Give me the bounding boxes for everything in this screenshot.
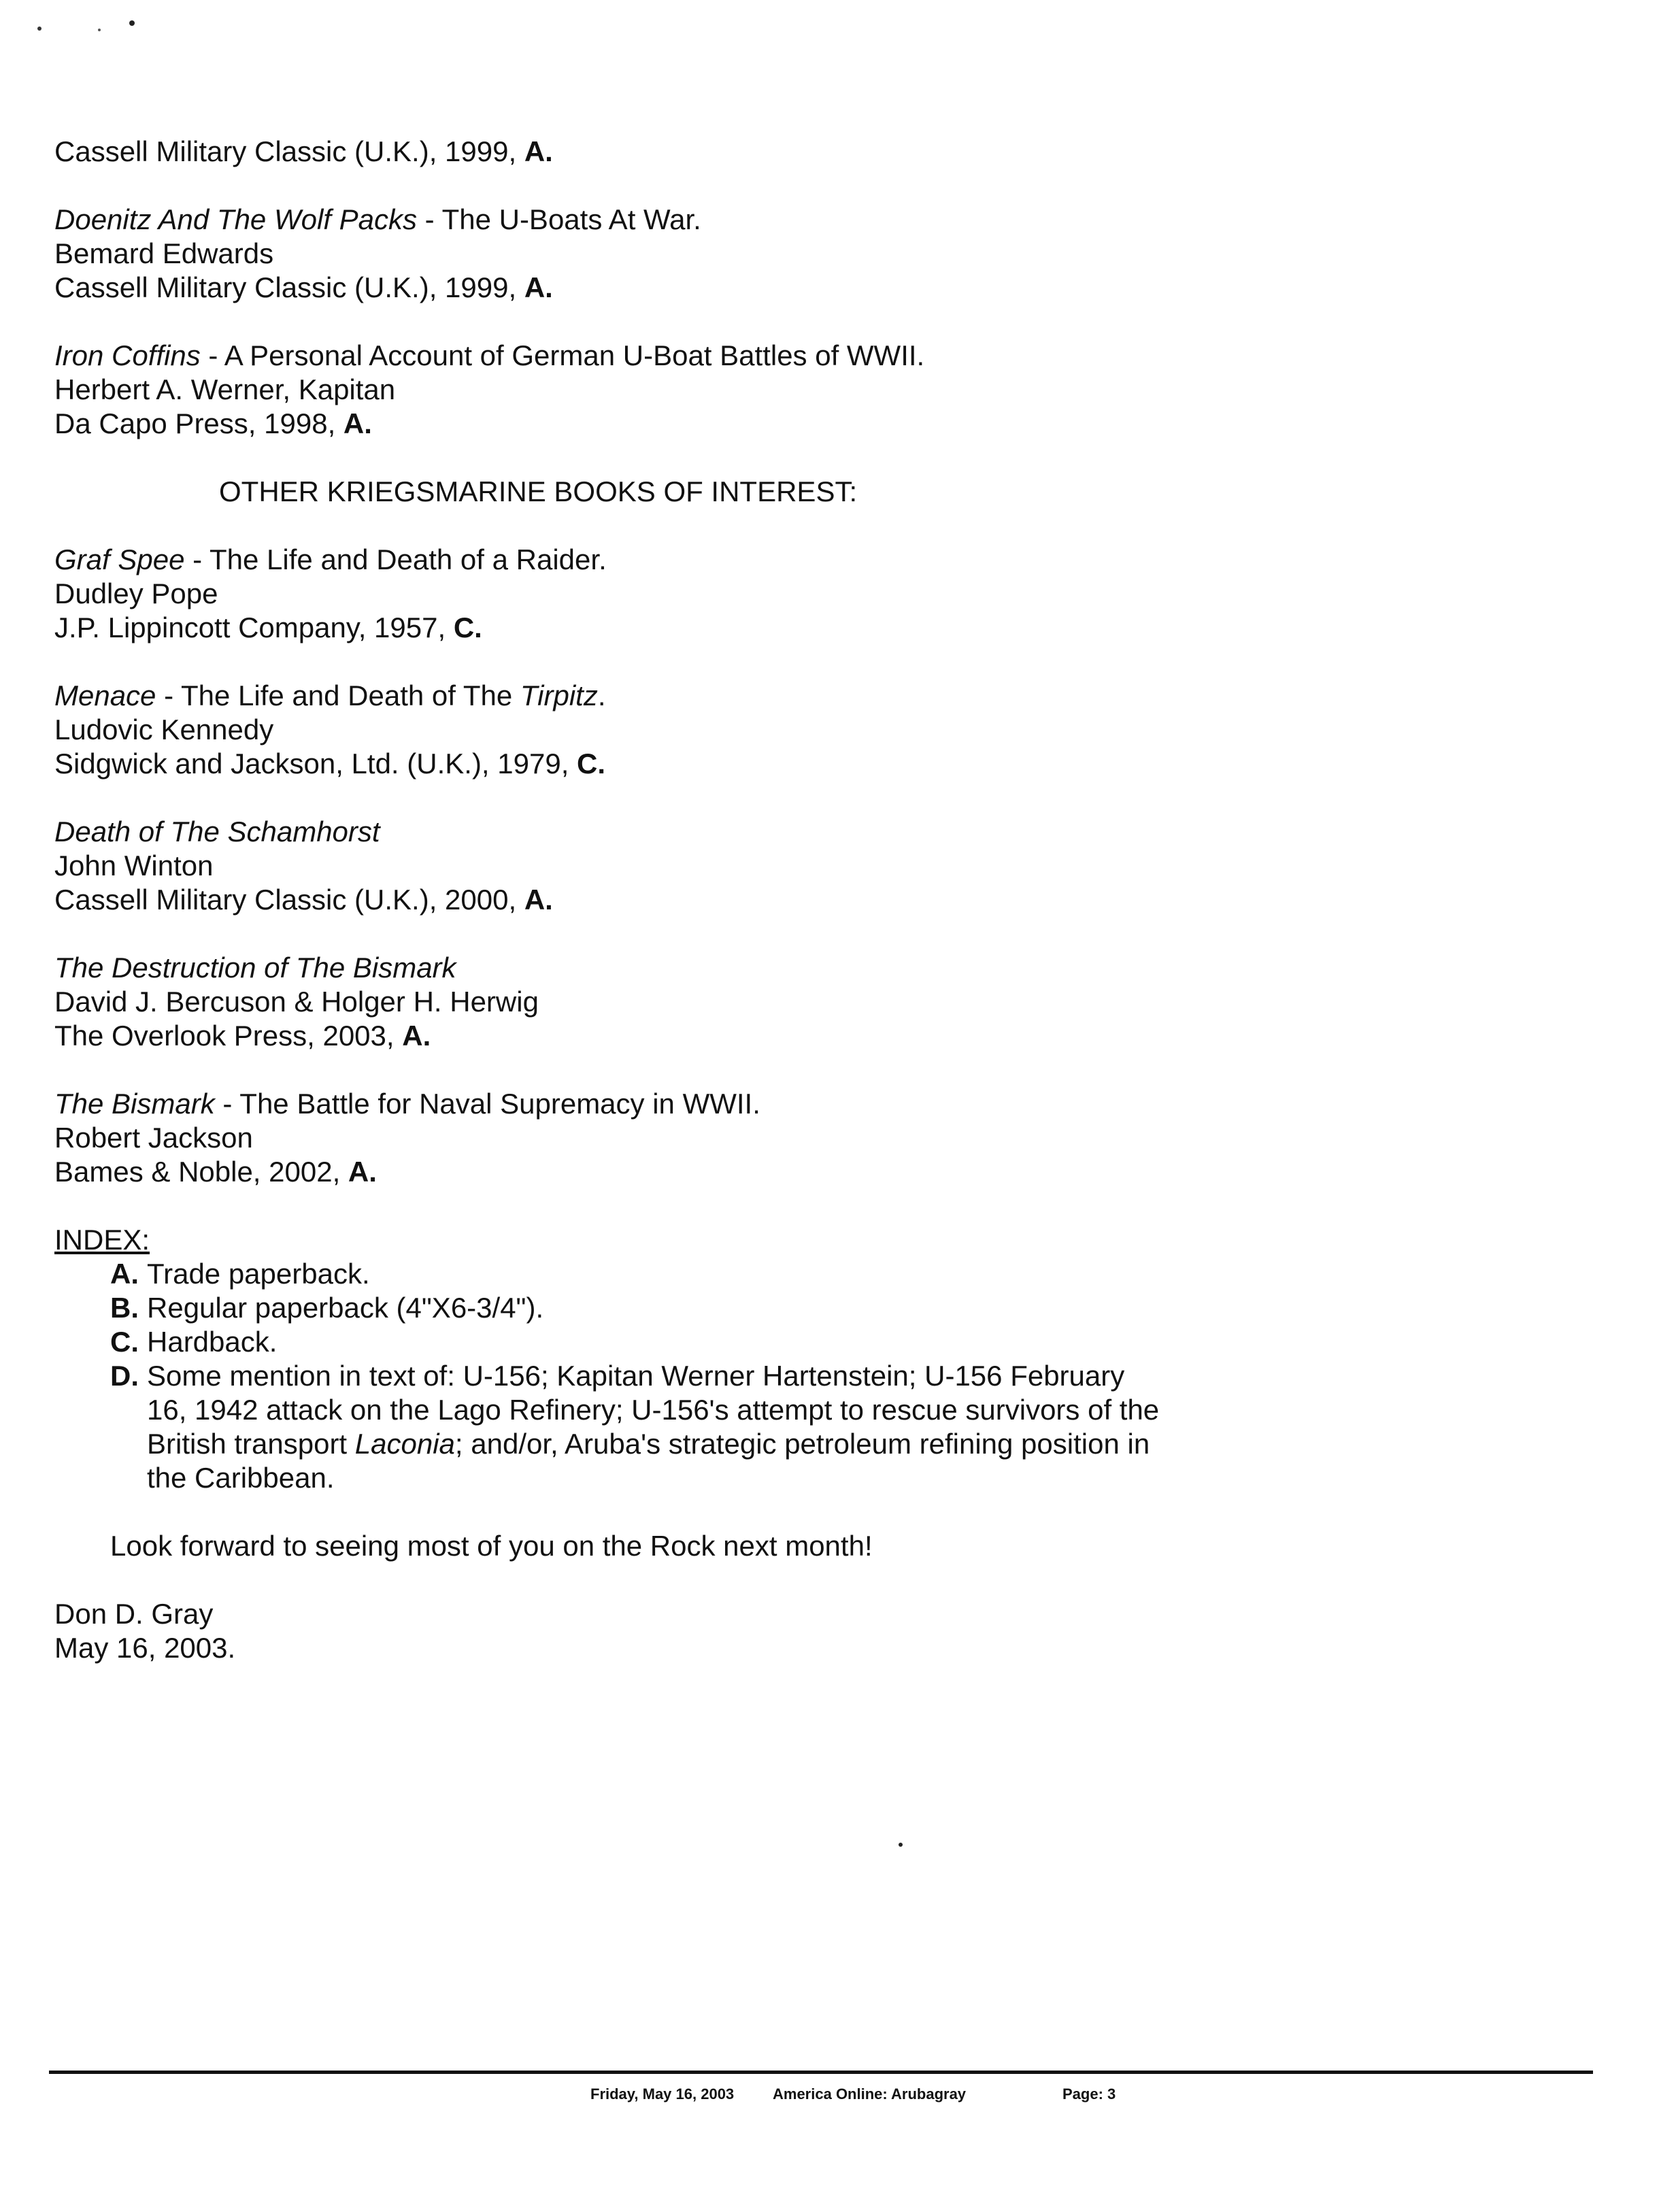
entry-author-line — [54, 577, 1551, 611]
book-title: Death of The Schamhorst — [54, 816, 380, 848]
book-title: The Bismark — [54, 1088, 215, 1120]
index-item — [110, 1257, 1171, 1291]
entry-publisher-line — [54, 1019, 1551, 1053]
format-code: A. — [343, 407, 372, 439]
text-run: Dudley Pope — [54, 577, 218, 609]
entry-title-line — [54, 135, 1551, 169]
entry-title-line — [54, 951, 1551, 985]
text-run: J.P. Lippincott Company, 1957, — [54, 611, 454, 643]
book-entry — [54, 135, 1551, 169]
text-run: ; and/or, Aruba's strategic petroleum refining position in the Caribbean. — [147, 1428, 1150, 1494]
index-item — [110, 1325, 1171, 1359]
text-run: Da Capo Press, 1998, — [54, 407, 343, 439]
entry-author-line — [54, 1121, 1551, 1155]
format-code: A. — [524, 135, 553, 167]
text-run: John Winton — [54, 850, 214, 882]
text-run: Sidgwick and Jackson, Ltd. (U.K.), 1979, — [54, 748, 577, 780]
entry-publisher-line — [54, 407, 1551, 441]
book-title: Doenitz And The Wolf Packs — [54, 203, 417, 235]
book-title: Tirpitz — [520, 680, 598, 711]
index-item — [110, 1359, 1171, 1495]
text-run: Bames & Noble, 2002, — [54, 1156, 348, 1188]
index-label: INDEX: — [54, 1224, 150, 1256]
text-run: . — [597, 680, 606, 711]
text-run: - The Battle for Naval Supremacy in WWII. — [214, 1088, 760, 1120]
index-code: B. — [110, 1292, 139, 1324]
text-run: Robert Jackson — [54, 1122, 253, 1154]
speck — [37, 27, 41, 31]
closing-remark: Look forward to seeing most of you on the Rock next month! — [110, 1530, 873, 1562]
entry-title-line — [54, 815, 1551, 849]
format-code: A. — [348, 1156, 377, 1188]
entry-author-line — [54, 237, 1551, 271]
speck — [98, 29, 101, 31]
format-code: A. — [524, 884, 553, 916]
entry-publisher-line — [54, 1155, 1551, 1189]
book-list-primary — [54, 135, 1551, 441]
footer-date: Friday, May 16, 2003 — [590, 2085, 735, 2102]
signature-name: Don D. Gray — [54, 1598, 214, 1630]
speck — [129, 20, 135, 26]
text-run: Some mention in text of: U-156; Kapitan Werner Hartenstein; U-156 February 16, 1942 attack on the Lago Refinery; U-156's attempt to rescue survivors of the British transport — [147, 1360, 1160, 1460]
text-run: - The U-Boats At War. — [417, 203, 701, 235]
book-title: Iron Coffins — [54, 339, 201, 371]
book-entry — [54, 1087, 1551, 1189]
text-run: The Overlook Press, 2003, — [54, 1020, 403, 1052]
book-entry — [54, 679, 1551, 781]
book-entry — [54, 543, 1551, 645]
signature-date: May 16, 2003. — [54, 1632, 236, 1664]
index-code: C. — [110, 1326, 139, 1358]
text-run: Herbert A. Werner, Kapitan — [54, 373, 396, 405]
text-run: Hardback. — [147, 1326, 278, 1358]
text-run: Ludovic Kennedy — [54, 714, 274, 745]
book-entry — [54, 951, 1551, 1053]
footer-source: America Online: Arubagray — [773, 2085, 967, 2102]
format-code: A. — [402, 1020, 431, 1052]
entry-author-line — [54, 713, 1551, 747]
text-run: Cassell Military Classic (U.K.), 1999, — [54, 271, 524, 303]
format-code: A. — [524, 271, 553, 303]
entry-publisher-line — [54, 747, 1551, 781]
text-run: - The Life and Death of The — [156, 680, 520, 711]
entry-publisher-line — [54, 271, 1551, 305]
index-code: D. — [110, 1360, 139, 1392]
entry-publisher-line — [54, 883, 1551, 917]
speck — [899, 1843, 903, 1847]
text-run: - The Life and Death of a Raider. — [184, 543, 607, 575]
text-run: Cassell Military Classic (U.K.), 1999, — [54, 135, 524, 167]
book-title: Menace — [54, 680, 156, 711]
entry-author-line — [54, 985, 1551, 1019]
text-run: Regular paperback (4"X6-3/4"). — [147, 1292, 544, 1324]
book-entry — [54, 815, 1551, 917]
index-item — [110, 1291, 1171, 1325]
text-run: Trade paperback. — [147, 1258, 370, 1290]
index-code: A. — [110, 1258, 139, 1290]
book-title: Laconia — [354, 1428, 455, 1460]
section-heading: OTHER KRIEGSMARINE BOOKS OF INTEREST: — [219, 475, 858, 507]
index-list — [110, 1257, 1171, 1495]
book-list-other — [54, 543, 1551, 1189]
entry-author-line — [54, 373, 1551, 407]
text-run: Bemard Edwards — [54, 237, 274, 269]
text-run: David J. Bercuson & Holger H. Herwig — [54, 986, 539, 1018]
format-code: C. — [577, 748, 606, 780]
footer-rule — [49, 2071, 1593, 2074]
entry-title-line — [54, 1087, 1551, 1121]
entry-title-line — [54, 543, 1551, 577]
format-code: C. — [453, 611, 482, 643]
text-run: - A Personal Account of German U-Boat Battles of WWII. — [200, 339, 925, 371]
book-entry — [54, 339, 1551, 441]
book-title: Graf Spee — [54, 543, 185, 575]
footer-page-number: Page: 3 — [1062, 2085, 1116, 2102]
book-title: The Destruction of The Bismark — [54, 952, 456, 984]
text-run: Cassell Military Classic (U.K.), 2000, — [54, 884, 524, 916]
entry-author-line — [54, 849, 1551, 883]
entry-title-line — [54, 679, 1551, 713]
entry-title-line — [54, 203, 1551, 237]
entry-title-line — [54, 339, 1551, 373]
book-entry — [54, 203, 1551, 305]
entry-publisher-line — [54, 611, 1551, 645]
document-body — [54, 135, 1551, 1665]
